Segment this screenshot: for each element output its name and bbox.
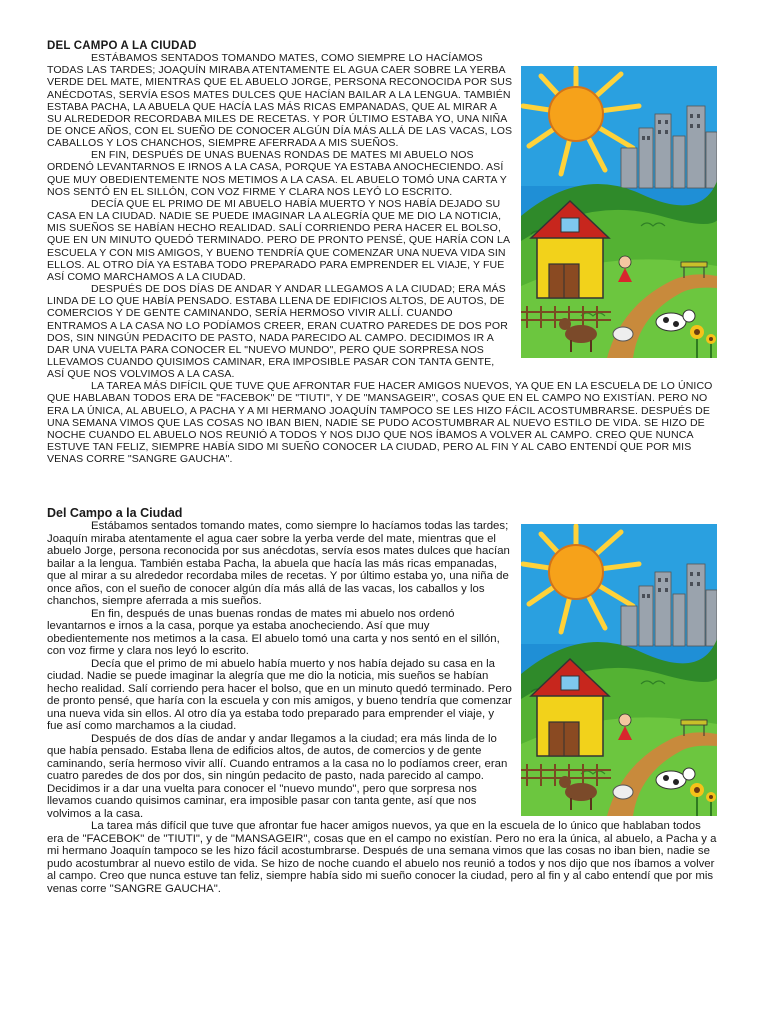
story-paragraph: Después de dos días de andar y andar llegamos a la ciudad; era más linda de lo que había pensado. Estaba llena de edificios altos, de autos, de comercios y de gente caminando, sería hermoso vivir allí. Cuando entramos a la casa no lo podíamos creer, eran cuatro paredes de dos por dos, sin ningún pedacito de pasto, nada parecido al campo. Decidimos ir a dar una vuelta para conocer el "nuevo mundo", pero que sorpresa nos llevamos cuando quisimos caminar, era imposible pasar con tanta gente, así que nos volvimos a la casa.	[47, 732, 508, 820]
story-title-mixedcase: Del Campo a la Ciudad	[47, 506, 183, 520]
story-section-mixedcase	[47, 507, 717, 972]
story-paragraph: ESTÁBAMOS SENTADOS TOMANDO MATES, COMO SIEMPRE LO HACÍAMOS TODAS LAS TARDES; JOAQUÍN MIRABA ATENTAMENTE EL AGUA CAER SOBRE LA YERBA VERDE DEL MATE, MIENTRAS QUE EL ABUELO JORGE, PERSONA RECONOCIDA POR SUS ANÉCDOTAS, SERVÍA ESOS MATES DULCES QUE HACÍAN BAILAR A LA LENGUA. TAMBIÉN ESTABA PACHA, LA ABUELA QUE HACÍA LAS MÁS RICAS EMPANADAS, QUE AL MIRAR A SU ALREDEDOR RECORDABA MILES DE RECETAS. Y POR ÚLTIMO ESTABA YO, UNA NIÑA DE ONCE AÑOS, CON EL SUEÑO DE CONOCER ALGÚN DÍA MÁS ALLÁ DE LAS VACAS, LOS CABALLOS Y LOS CHANCHOS, SIEMPRE AFERRADA A MIS SUEÑOS.	[47, 52, 513, 150]
story-paragraph: DESPUÉS DE DOS DÍAS DE ANDAR Y ANDAR LLEGAMOS A LA CIUDAD; ERA MÁS LINDA DE LO QUE HABÍA PENSADO. ESTABA LLENA DE EDIFICIOS ALTOS, DE AUTOS, DE COMERCIOS Y DE GENTE CAMINANDO, SERÍA HERMOSO VIVIR ALLÍ. CUANDO ENTRAMOS A LA CASA NO LO PODÍAMOS CREER, ERAN CUATRO PAREDES DE DOS POR DOS, SIN NINGÚN PEDACITO DE PASTO, NADA PARECIDO AL CAMPO. DECIDIMOS IR A DAR UNA VUELTA PARA CONOCER EL "NUEVO MUNDO", PERO QUE SORPRESA NOS LLEVAMOS CUANDO QUISIMOS CAMINAR, ERA IMPOSIBLE PASAR CON TANTA GENTE, ASÍ QUE NOS VOLVIMOS A LA CASA.	[47, 283, 508, 381]
story-paragraph: LA TAREA MÁS DIFÍCIL QUE TUVE QUE AFRONTAR FUE HACER AMIGOS NUEVOS, YA QUE EN LA ESCUELA DE LO ÚNICO QUE HABLABAN TODOS ERA DE "FACEBOK" DE "TIUTI", Y DE "MANSAGEIR", COSAS QUE EN EL CAMPO NO EXISTÍAN. PERO NO ERA LA ÚNICA, AL ABUELO, A PACHA Y A MI HERMANO JOAQUÍN TAMPOCO SE LES HIZO FÁCIL ACOSTUMBRARSE. DESPUÉS DE UNA SEMANA VIMOS QUE LAS COSAS NO IBAN BIEN, NADIE SE PUDO ACOSTUMBRAR AL NUEVO ESTILO DE VIDA. SE HIZO DE NOCHE CUANDO EL ABUELO NOS REUNIÓ A TODOS Y NOS DIJO QUE NOS ÍBAMOS A VOLVER AL CAMPO. CREO QUE NUNCA ESTUVE TAN FELIZ, SIEMPRE HABÍA SIDO MI SUEÑO CONOCER LA CIUDAD, PERO AL FIN Y AL CABO ENTENDÍ QUE POR MIS VENAS CORRE "SANGRE GAUCHA".	[47, 380, 713, 466]
story-section-uppercase	[47, 40, 717, 510]
story-paragraph: La tarea más difícil que tuve que afrontar fue hacer amigos nuevos, ya que en la escuela de lo único que hablaban todos era de "FACEBOK" de "TIUTI", y de "MANSAGEIR", cosas que en el campo no existían. Pero no era la única, al abuelo, a Pacha y a mi hermano Joaquín tampoco se les hizo fácil acostumbrarse. Después de una semana vimos que las cosas no iban bien, nadie se pudo acostumbrar al nuevo estilo de vida. Se hizo de noche cuando el abuelo nos reunió a todos y nos dijo que nos íbamos a volver al campo. Creo que nunca estuve tan feliz, siempre había sido mi sueño conocer la ciudad, pero al fin y al cabo entendí que por mis venas corre "SANGRE GAUCHA".	[47, 820, 717, 895]
story-paragraph: En fin, después de unas buenas rondas de mates mi abuelo nos ordenó levantarnos e irnos a la casa, porque ya estaba anocheciendo. Así que muy obedientemente nos metimos a la casa. El abuelo tomó una carta y nos sentó en el sillón, con voz firme y clara nos leyó lo escrito.	[47, 607, 500, 658]
story-paragraph: Decía que el primo de mi abuelo había muerto y nos había dejado su casa en la ciudad. Nadie se puede imaginar la alegría que me dio la noticia, mis sueños se habían hecho realidad. Salí corriendo pera hacer el bolso, que en un minuto quedó terminado. Pero de pronto pensé, que haría con la escuela y con mis amigos, y bueno tendría que comenzar una nueva vida sin ellos. Al otro día ya estaba todo preparado para emprender el viaje, y fue así como marchamos a la ciudad.	[47, 657, 512, 733]
story-paragraph: Estábamos sentados tomando mates, como siempre lo hacíamos todas las tardes; Joaquín miraba atentamente el agua caer sobre la yerba verde del mate, mientras que el abuelo Jorge, persona reconocida por sus anécdotas, servía esos mates dulces que hacían bailar a la lengua. También estaba Pacha, la abuela que hacía las más ricas empanadas, que al mirar a su alrededor recordaba miles de recetas. Y por último estaba yo, una niña de once años, con el sueño de conocer algún día más allá de las vacas, los caballos y los chanchos, siempre aferrada a mis sueños.	[47, 520, 510, 608]
countryside-drawing-icon	[521, 524, 717, 816]
story-title-uppercase: DEL CAMPO A LA CIUDAD	[47, 40, 197, 52]
story-paragraph: EN FIN, DESPUÉS DE UNAS BUENAS RONDAS DE MATES MI ABUELO NOS ORDENÓ LEVANTARNOS E IRNOS A LA CASA, PORQUE YA ESTABA ANOCHECIENDO. ASÍ QUE MUY OBEDIENTEMENTE NOS METIMOS A LA CASA. EL ABUELO TOMÓ UNA CARTA Y NOS SENTÓ EN EL SILLÓN, CON VOZ FIRME Y CLARA NOS LEYÓ LO ESCRITO.	[47, 149, 507, 198]
countryside-drawing-icon	[521, 66, 717, 358]
story-paragraph: DECÍA QUE EL PRIMO DE MI ABUELO HABÍA MUERTO Y NOS HABÍA DEJADO SU CASA EN LA CIUDAD. NADIE SE PUEDE IMAGINAR LA ALEGRÍA QUE ME DIO LA NOTICIA, MIS SUEÑOS SE HABÍAN HECHO REALIDAD. SALÍ CORRIENDO PERA HACER EL BOLSO, QUE EN UN MINUTO QUEDÓ TERMINADO. PERO DE PRONTO PENSÉ, QUE HARÍA CON LA ESCUELA Y CON MIS AMIGOS, Y BUENO TENDRÍA QUE COMENZAR UNA NUEVA VIDA SIN ELLOS. AL OTRO DÍA YA ESTABA TODO PREPARADO PARA EMPRENDER EL VIAJE, Y FUE ASÍ COMO MARCHAMOS A LA CIUDAD.	[47, 197, 510, 283]
